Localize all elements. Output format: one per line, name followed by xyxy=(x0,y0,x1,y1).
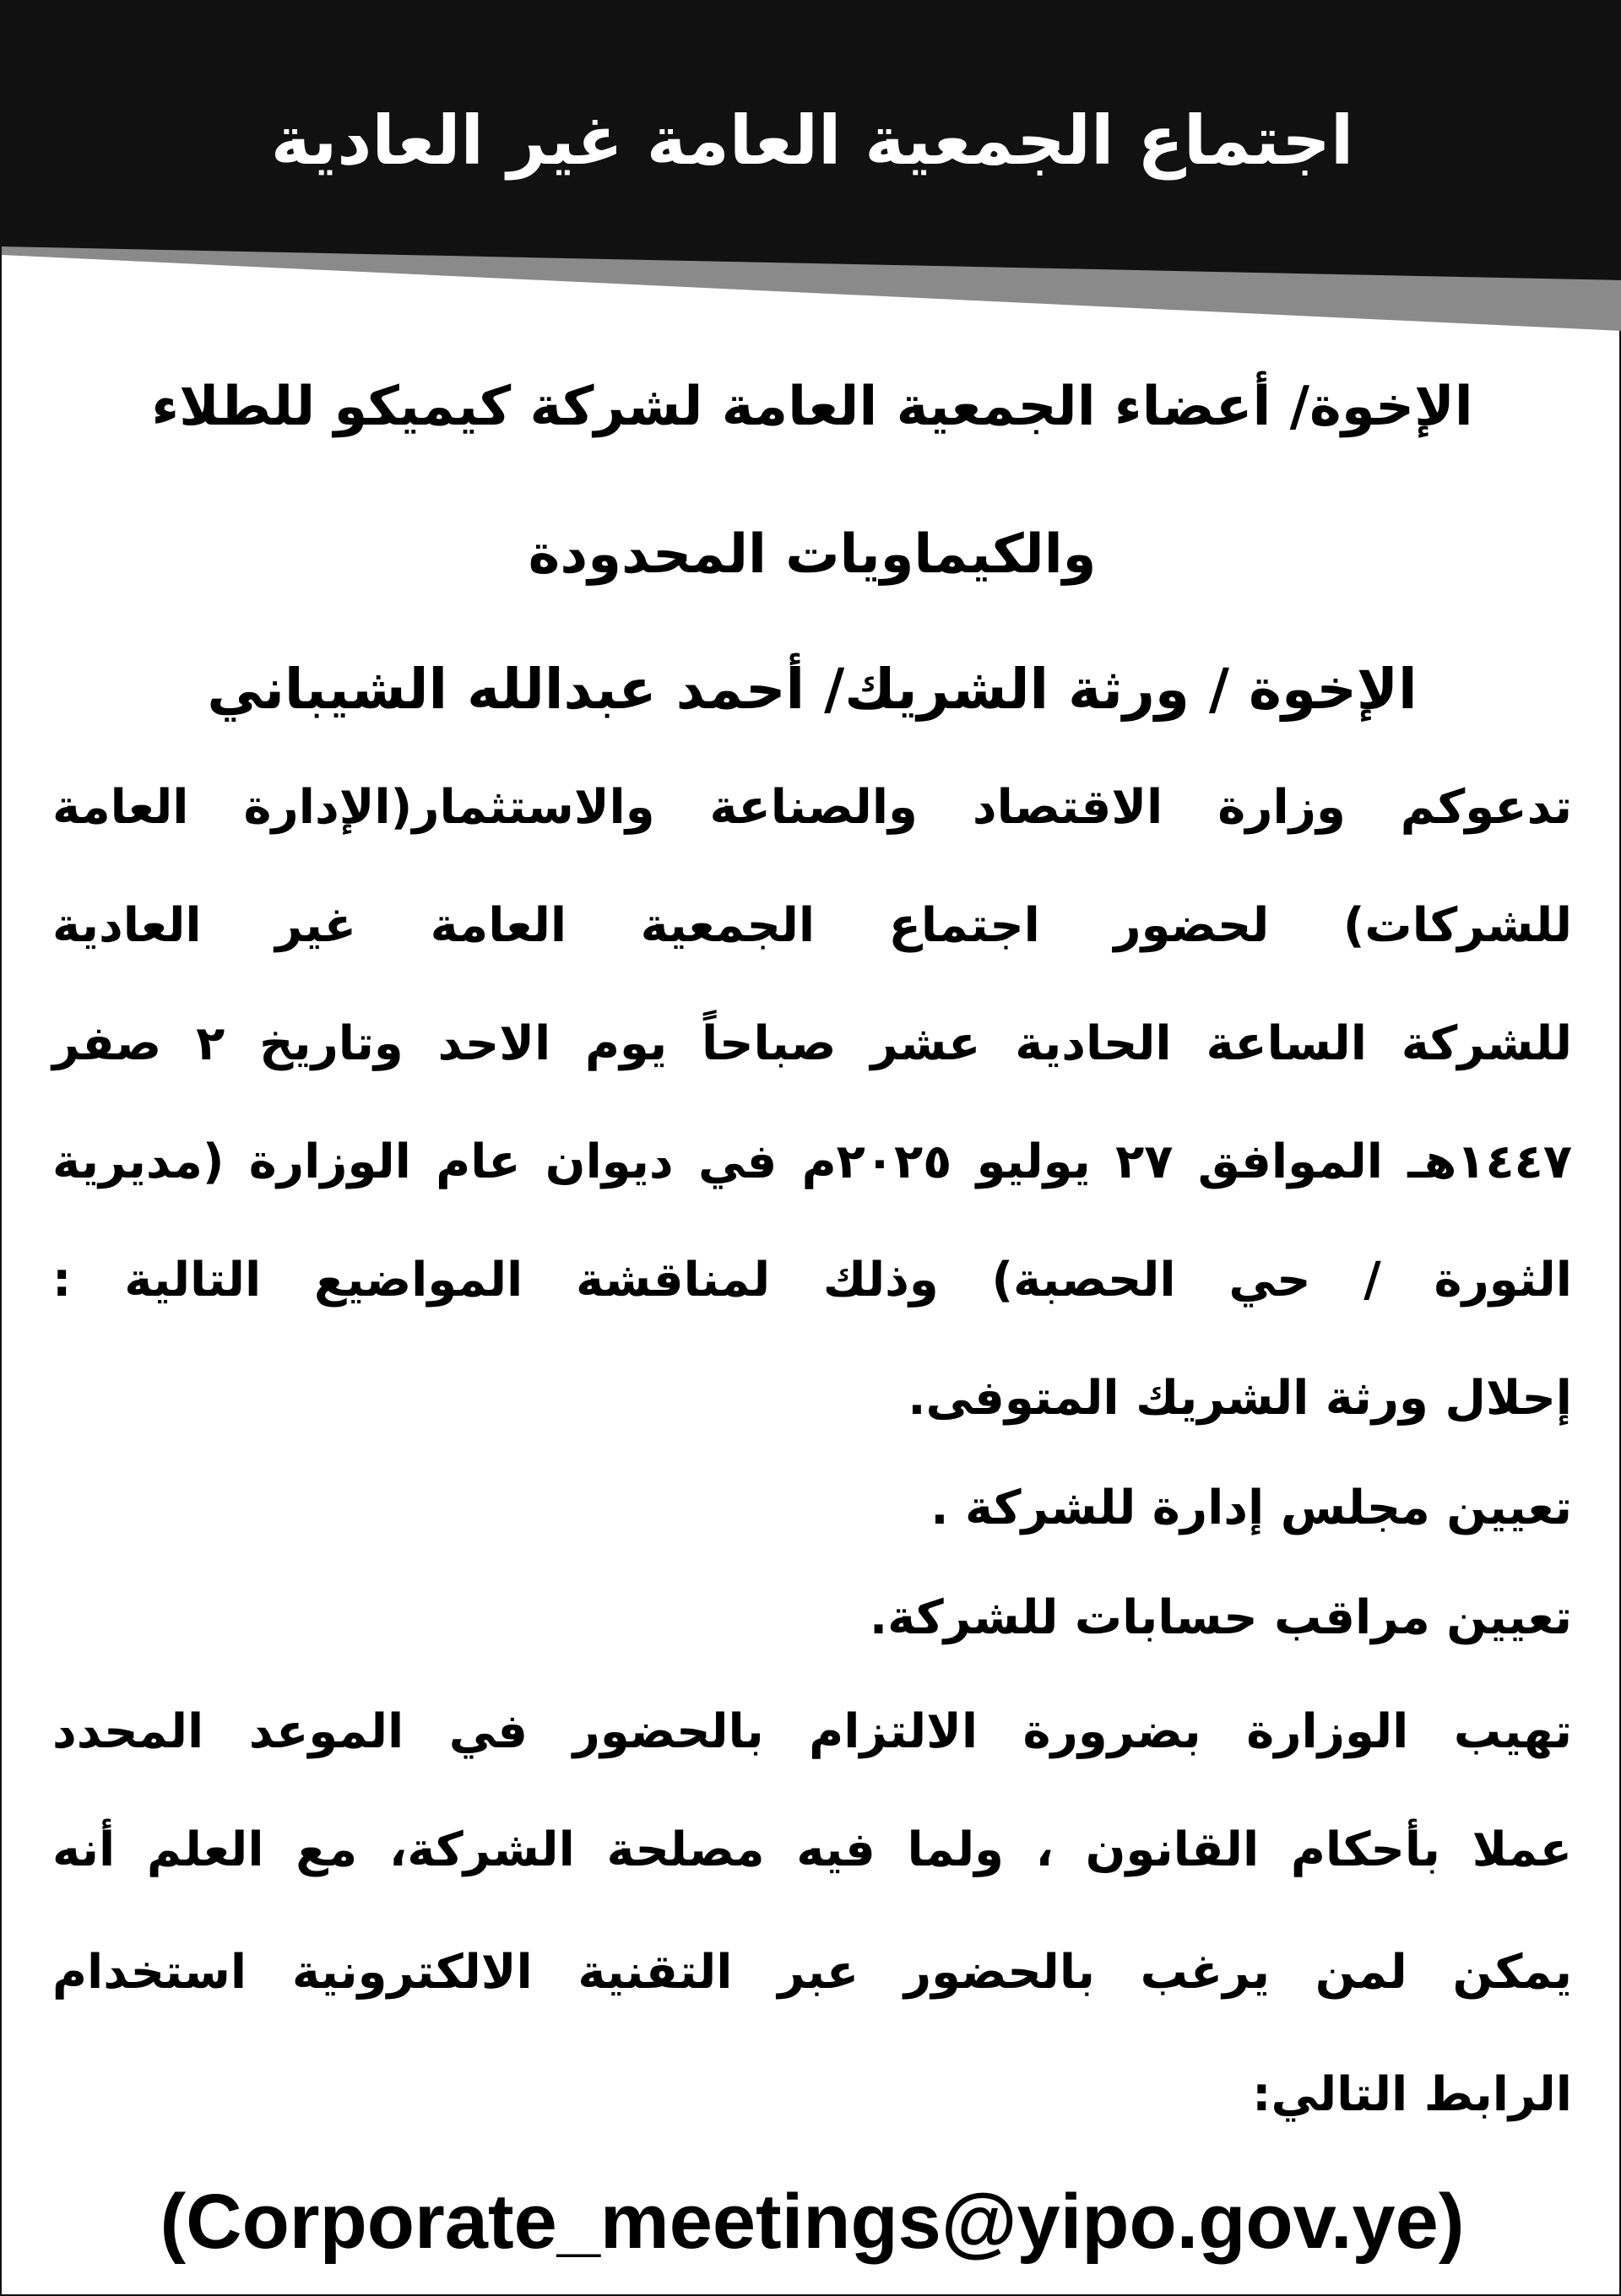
addressee-heirs: الإخوة / ورثة الشريك/ أحمد عبدالله الشيباني xyxy=(207,657,1418,722)
agenda-item-board: تعيين مجلس إدارة للشركة . xyxy=(930,1481,1572,1535)
meeting-email-link[interactable]: (Corporate_meetings@yipo.gov.ye) xyxy=(160,2179,1465,2265)
agenda-item-auditor: تعيين مراقب حسابات للشركة. xyxy=(869,1590,1572,1645)
body-line-invitation-4: ١٤٤٧هـ الموافق ٢٧ يوليو ٢٠٢٥م في ديوان عام الوزارة (مديرية xyxy=(52,1134,1572,1189)
addressee-members: الإخوة/ أعضاء الجمعية العامة لشركة كيميكو للطلاء xyxy=(151,376,1473,438)
agenda-item-heirs: إحلال ورثة الشريك المتوفى. xyxy=(908,1371,1572,1426)
body-line-closing-3: يمكن لمن يرغب بالحضور عبر التقنية الالكترونية استخدام xyxy=(52,1945,1572,2000)
notice-title: اجتماع الجمعية العامة غير العادية xyxy=(270,101,1354,180)
body-line-closing-4: الرابط التالي: xyxy=(1252,2067,1572,2122)
body-line-invitation-5: الثورة / حي الحصبة) وذلك لمناقشة المواضيع التالية : xyxy=(52,1253,1572,1308)
body-line-invitation-1: تدعوكم وزارة الاقتصاد والصناعة والاستثمار(الإدارة العامة xyxy=(52,780,1572,835)
header-banner xyxy=(2,2,1621,339)
body-line-invitation-3: للشركة الساعة الحادية عشر صباحاً يوم الاحد وتاريخ ٢ صفر xyxy=(52,1016,1573,1071)
body-line-invitation-2: للشركات) لحضور اجتماع الجمعية العامة غير العادية xyxy=(52,898,1572,953)
body-line-closing-1: تهيب الوزارة بضرورة الالتزام بالحضور في الموعد المحدد xyxy=(52,1704,1572,1759)
addressee-company-name: والكيماويات المحدودة xyxy=(528,523,1097,586)
body-line-closing-2: عملا بأحكام القانون ، ولما فيه مصلحة الشركة، مع العلم أنه xyxy=(52,1822,1572,1877)
